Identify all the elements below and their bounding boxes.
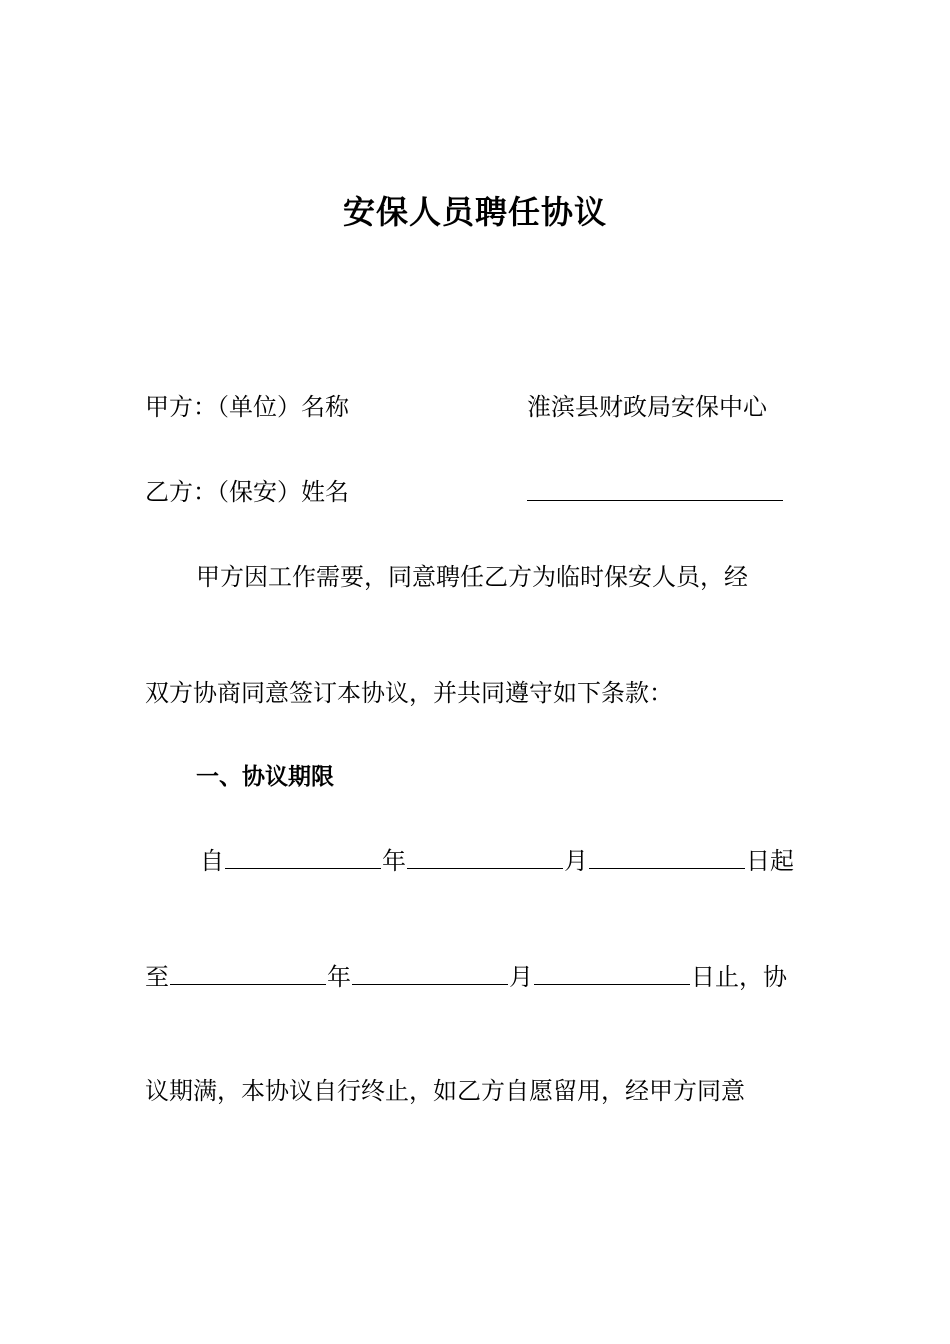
term-line-3: 议期满，本协议自行终止，如乙方自愿留用，经甲方同意 bbox=[145, 1077, 745, 1105]
party-b-label: 乙方：（保安）姓名 bbox=[145, 478, 349, 506]
term-from-prefix: 自 bbox=[200, 847, 224, 875]
to-day-blank[interactable] bbox=[534, 958, 690, 985]
term-to-year-label: 年 bbox=[327, 963, 351, 991]
from-year-blank[interactable] bbox=[225, 842, 381, 869]
to-year-blank[interactable] bbox=[170, 958, 326, 985]
party-b-name-blank[interactable] bbox=[527, 500, 783, 501]
term-from-month-label: 月 bbox=[564, 847, 588, 875]
term-to-suffix: 日止，协 bbox=[691, 963, 787, 991]
intro-line-1: 甲方因工作需要，同意聘任乙方为临时保安人员，经 bbox=[196, 563, 748, 591]
from-month-blank[interactable] bbox=[407, 842, 563, 869]
term-to-line bbox=[145, 958, 787, 994]
term-to-month-label: 月 bbox=[509, 963, 533, 991]
term-from-suffix: 日起 bbox=[746, 847, 794, 875]
term-from-line bbox=[200, 842, 794, 878]
document-title: 安保人员聘任协议 bbox=[342, 193, 607, 231]
party-a-label: 甲方：（单位）名称 bbox=[145, 393, 349, 421]
party-a-value: 淮滨县财政局安保中心 bbox=[527, 393, 767, 421]
section-1-heading: 一、协议期限 bbox=[196, 764, 334, 790]
intro-line-2: 双方协商同意签订本协议，并共同遵守如下条款： bbox=[145, 679, 673, 707]
term-from-year-label: 年 bbox=[382, 847, 406, 875]
to-month-blank[interactable] bbox=[352, 958, 508, 985]
term-to-prefix: 至 bbox=[145, 963, 169, 991]
from-day-blank[interactable] bbox=[589, 842, 745, 869]
